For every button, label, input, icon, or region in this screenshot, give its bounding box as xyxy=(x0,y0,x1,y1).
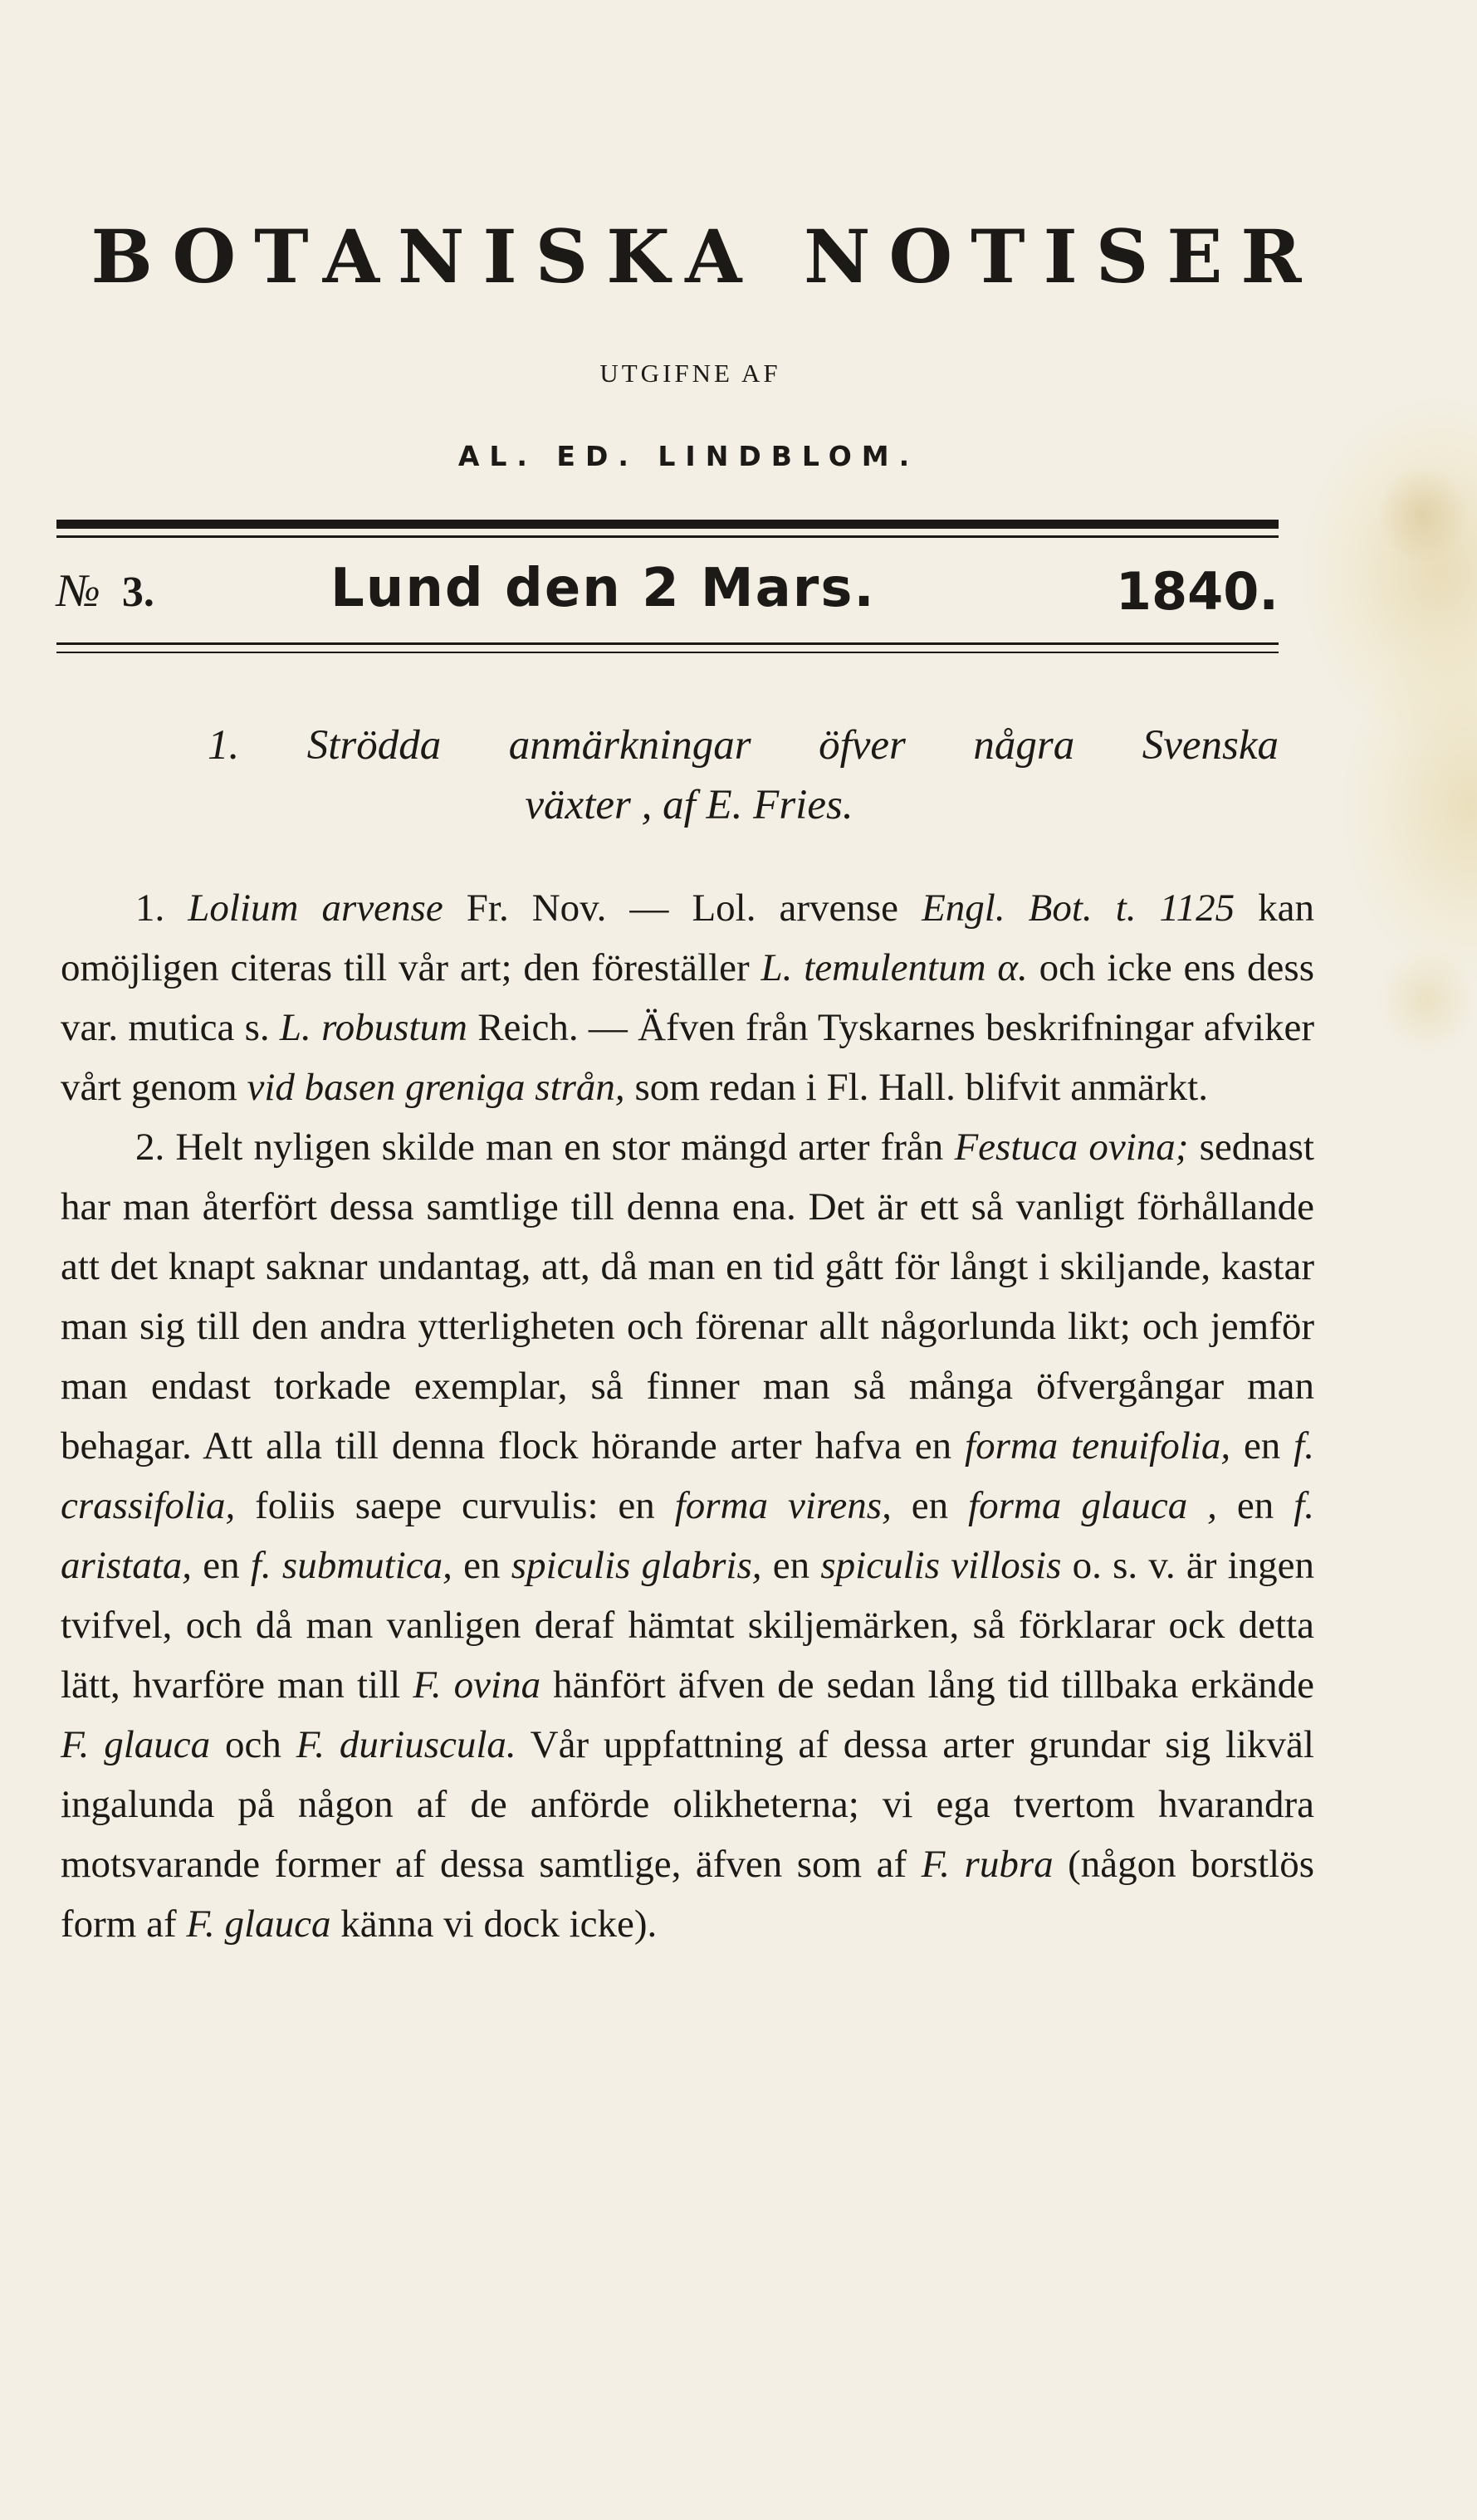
issue-year: 1840. xyxy=(1115,561,1279,622)
issue-number-value: 3. xyxy=(121,569,154,616)
issue-place-date: Lund den 2 Mars. xyxy=(330,558,876,619)
issue-number xyxy=(56,564,154,618)
thin-rule xyxy=(56,535,1279,538)
editor-name: AL. ED. LINDBLOM. xyxy=(457,440,920,472)
paragraph-2: 2. Helt nyligen skilde man en stor mängd arter från Festuca ovina; sednast har man återfört dessa samtlige till denna ena. Det är ett så vanligt förhållande att det knapt saknar undantag, att, då man en tid gått för långt i skiljande, kastar man sig till den andra ytterligheten och förenar allt någorlunda likt; och jemför man endast torkade exemplar, så finner man så många öfvergångar man behagar. Att alla till denna flock hörande arter hafva en forma tenuifolia, en f. crassifolia, foliis saepe curvulis: en forma virens, en forma glauca , en f. aristata, en f. submutica, en spiculis glabris, en spiculis villosis o. s. v. är ingen tvifvel, och då man vanligen deraf hämtat skiljemärken, så förklarar ock detta lätt, hvarföre man till F. ovina hänfört äfven de sedan lång tid tillbaka erkände F. glauca och F. duriuscula. Vår uppfattning af dessa arter grundar sig likväl ingalunda på någon af de anförde olikheterna; vi ega tvertom hvarandra motsvarande former af dessa samtlige, äfven som af F. rubra (någon borstlös form af F. glauca känna vi dock icke). xyxy=(61,1126,1315,1946)
paper-stain xyxy=(1377,465,1469,564)
article-body xyxy=(61,878,1314,1954)
thick-rule xyxy=(56,520,1279,529)
paper-stain xyxy=(1377,946,1477,1054)
article-title xyxy=(100,715,1279,835)
thin-rule xyxy=(56,642,1279,645)
paragraph-1: 1. Lolium arvense Fr. Nov. — Lol. arvense Engl. Bot. t. 1125 kan omöjligen citeras till vår art; den föreställer L. temulentum α. och icke ens dess var. mutica s. L. robustum Reich. — Äfven från Tyskarnes beskrifningar afviker vårt genom vid basen greniga strån, som redan i Fl. Hall. blifvit anmärkt. xyxy=(61,886,1314,1109)
thin-rule xyxy=(56,652,1279,653)
article-title-line: 1. Strödda anmärkningar öfver några Svenska xyxy=(208,722,1279,769)
article-title-line: växter , af E. Fries. xyxy=(525,782,853,828)
paper-stain xyxy=(1344,631,1477,979)
issue-header xyxy=(56,558,1279,624)
publisher-line: UTGIFNE AF xyxy=(599,359,781,388)
number-sign: № xyxy=(56,565,100,617)
journal-title: BOTANISKA NOTISER xyxy=(90,213,1320,300)
